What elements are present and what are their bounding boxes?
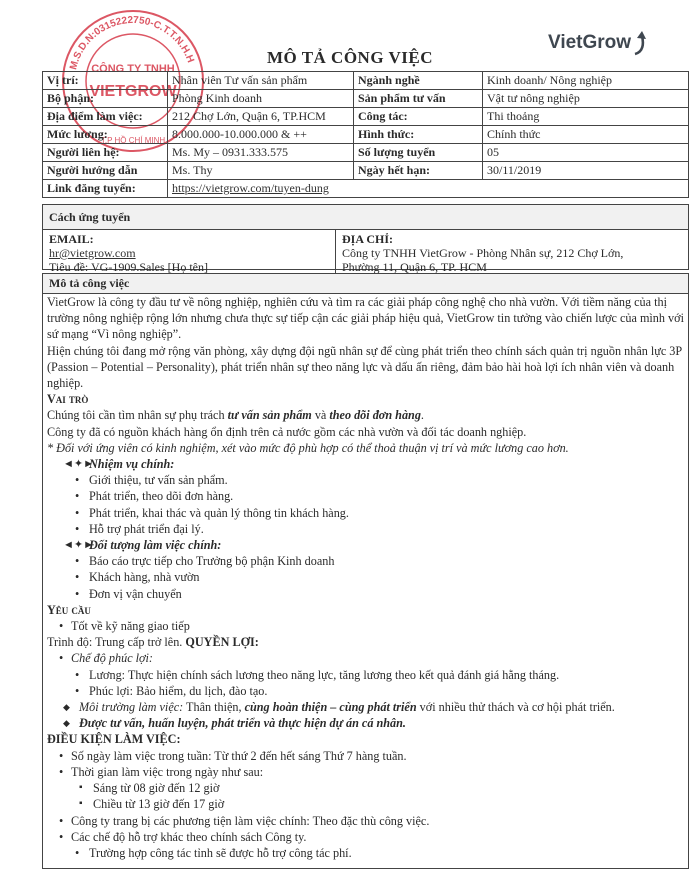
conditions-list-3 [47, 845, 684, 861]
info-row [43, 126, 689, 144]
double-arrow-icon: ◄✦► [63, 458, 94, 471]
hours-item: ▪ Sáng từ 08 giờ đến 12 giờ [23, 780, 684, 796]
link-label: Link đăng tuyển: [43, 180, 168, 198]
stamp-bottom-text: T.P HỒ CHÍ MINH [100, 136, 166, 145]
info-row [43, 90, 689, 108]
benefits-list [47, 650, 684, 666]
address-block [336, 230, 688, 276]
intro-paragraph-2: Hiện chúng tôi đang mở rộng văn phòng, xây dựng đội ngũ nhân sự để cùng phát triển theo chính sách quản trị nguồn nhân lực 3P (Passion – Potential – Personality), phát triển nhân sự theo năng lực và dấu ấn riêng, đảm bảo hài hoà lợi ích nhân viên và doanh nghiệp. [47, 343, 682, 391]
info-v1-cell: 8.000.000-10.000.000 & ++ [168, 126, 354, 144]
double-arrow-icon: ◄✦► [63, 539, 94, 552]
job-info-table [42, 71, 689, 198]
requirements-heading: Yêu cầu [47, 602, 91, 617]
stamp-company-line: CÔNG TY TNHH [91, 63, 175, 75]
info-v1-cell: Nhân viên Tư vấn sản phẩm [168, 72, 354, 90]
partner-item: • Báo cáo trực tiếp cho Trưởng bộ phận Kinh doanh [47, 553, 684, 569]
info-v2-cell: Thi thoảng [483, 108, 689, 126]
email-link[interactable]: hr@vietgrow.com [49, 246, 136, 260]
email-label: EMAIL: [49, 232, 94, 246]
partner-item: • Khách hàng, nhà vườn [47, 569, 684, 585]
address-line-1: Công ty TNHH VietGrow - Phòng Nhân sự, 212 Chợ Lớn, [342, 246, 624, 260]
stamp-brand: VIETGROW [89, 83, 177, 100]
tasks-subheading: ◄✦► Nhiệm vụ chính: [63, 457, 175, 472]
info-v2-cell: Chính thức [483, 126, 689, 144]
role-line-2: Công ty đã có nguồn khách hàng ổn định trên cả nước gồm các nhà vườn và đối tác doanh nghiệp. [47, 424, 527, 439]
info-row [43, 162, 689, 180]
hours-item: ▪ Chiều từ 13 giờ đến 17 giờ [23, 796, 684, 812]
info-v2-cell: Vật tư nông nghiệp [483, 90, 689, 108]
info-k1-cell: Bộ phận: [43, 90, 168, 108]
info-row [43, 144, 689, 162]
info-k2-cell: Công tác: [354, 108, 483, 126]
info-row [43, 72, 689, 90]
info-k2-cell: Số lượng tuyển [354, 144, 483, 162]
env-line: ◆ Môi trường làm việc: Thân thiện, cùng hoàn thiện – cùng phát triển với nhiều thử thách và cơ hội phát triển. [47, 699, 684, 715]
link-row [43, 180, 689, 198]
info-v1-cell: Phòng Kinh doanh [168, 90, 354, 108]
welfare-item: • Lương: Thực hiện chính sách lương theo năng lực, tăng lương theo kết quả đánh giá hằng tháng. [47, 667, 684, 683]
link-cell [168, 180, 689, 198]
welfare-item: • Phúc lợi: Bảo hiểm, du lịch, đào tạo. [47, 683, 684, 699]
conditions-list-2 [47, 813, 684, 845]
task-item: • Giới thiệu, tư vấn sản phẩm. [47, 472, 684, 488]
address-label: ĐỊA CHỈ: [342, 232, 394, 246]
intro-paragraph-1: VietGrow là công ty đầu tư về nông nghiệp, nghiên cứu và tìm ra các giải pháp công nghệ cho nhà vườn. Với tiềm năng của thị trường nông nghiệp rộng lớn nhưng chưa thực sự tiếp cận các giải pháp hiệu quả, VietGrow tin tưởng vào chiến lược của mình với sứ mạng “Vì nông nghiệp”. [47, 295, 684, 342]
stamp-ring-text: M.S.D.N:0315222750-C.T.T.N.H.H [68, 14, 196, 71]
description-heading: Mô tả công việc [43, 274, 688, 294]
info-k2-cell: Hình thức: [354, 126, 483, 144]
requirement-item: • Tốt về kỹ năng giao tiếp [47, 618, 684, 634]
welfare-list [47, 667, 684, 699]
hours-list [23, 780, 684, 812]
info-k2-cell: Ngày hết hạn: [354, 162, 483, 180]
info-row [43, 108, 689, 126]
welfare-heading: • Chế độ phúc lợi: [47, 650, 684, 666]
info-k1-cell: Mức lương: [43, 126, 168, 144]
condition-equipment: • Công ty trang bị các phương tiện làm việc chính: Theo đặc thù công việc. [47, 813, 684, 829]
condition-support: • Các chế độ hỗ trợ khác theo chính sách Công ty. [47, 829, 684, 845]
info-k2-cell: Ngành nghề [354, 72, 483, 90]
apply-heading: Cách ứng tuyển [43, 205, 688, 230]
task-item: • Phát triển, khai thác và quản lý thông tin khách hàng. [47, 505, 684, 521]
task-item: • Phát triển, theo dõi đơn hàng. [47, 488, 684, 504]
requirements-list [47, 618, 684, 634]
role-line-1: Chúng tôi cần tìm nhân sự phụ trách tư vấn sản phẩm và theo dõi đơn hàng. [47, 408, 424, 423]
partners-subheading: ◄✦► Đối tượng làm việc chính: [63, 538, 222, 553]
partners-list [47, 553, 684, 602]
info-v1-cell: Ms. Thy [168, 162, 354, 180]
logo-text: VietGrow [548, 32, 632, 53]
email-block [43, 230, 336, 276]
benefits-extra-list [47, 699, 684, 731]
role-heading: Vai trò [47, 392, 89, 407]
partner-item: • Đơn vị vận chuyển [47, 586, 684, 602]
info-v2-cell: 30/11/2019 [483, 162, 689, 180]
info-k1-cell: Người hướng dẫn [43, 162, 168, 180]
description-section [42, 273, 689, 869]
condition-travel: • Trường hợp công tác tỉnh sẽ được hỗ trợ công tác phí. [47, 845, 684, 861]
conditions-heading: ĐIỀU KIỆN LÀM VIỆC: [47, 732, 181, 747]
apply-section [42, 204, 689, 274]
address-line-2: Phường 11, Quận 6, TP. HCM [342, 260, 487, 274]
upward-arrow-icon [632, 30, 648, 56]
condition-hours: • Thời gian làm việc trong ngày như sau: [47, 764, 684, 780]
training-line: ◆ Được tư vấn, huấn luyện, phát triển và thực hiện dự án cá nhân. [47, 715, 684, 731]
tasks-list [47, 472, 684, 537]
conditions-list [47, 748, 684, 780]
info-v1-cell: 212 Chợ Lớn, Quận 6, TP.HCM [168, 108, 354, 126]
email-subject: Tiêu đề: VG-1909.Sales [Họ tên] [49, 260, 208, 274]
role-note: * Đối với ứng viên có kinh nghiệm, xét vào mức độ phù hợp có thể thoả thuận vị trí và mức lương cao hơn. [47, 440, 569, 455]
education-line: Trình độ: Trung cấp trở lên. QUYỀN LỢI: [47, 635, 259, 650]
info-v1-cell: Ms. My – 0931.333.575 [168, 144, 354, 162]
task-item: • Hỗ trợ phát triển đại lý. [47, 521, 684, 537]
job-post-link[interactable]: https://vietgrow.com/tuyen-dung [172, 181, 329, 195]
info-k2-cell: Sản phẩm tư vấn [354, 90, 483, 108]
info-v2-cell: Kinh doanh/ Nông nghiệp [483, 72, 689, 90]
info-k1-cell: Người liên hệ: [43, 144, 168, 162]
page-title: MÔ TẢ CÔNG VIỆC [266, 48, 434, 67]
info-k1-cell: Vị trí: [43, 72, 168, 90]
info-v2-cell: 05 [483, 144, 689, 162]
condition-days: • Số ngày làm việc trong tuần: Từ thứ 2 đến hết sáng Thứ 7 hàng tuần. [47, 748, 684, 764]
info-k1-cell: Địa điểm làm việc: [43, 108, 168, 126]
vietgrow-logo [548, 30, 648, 56]
